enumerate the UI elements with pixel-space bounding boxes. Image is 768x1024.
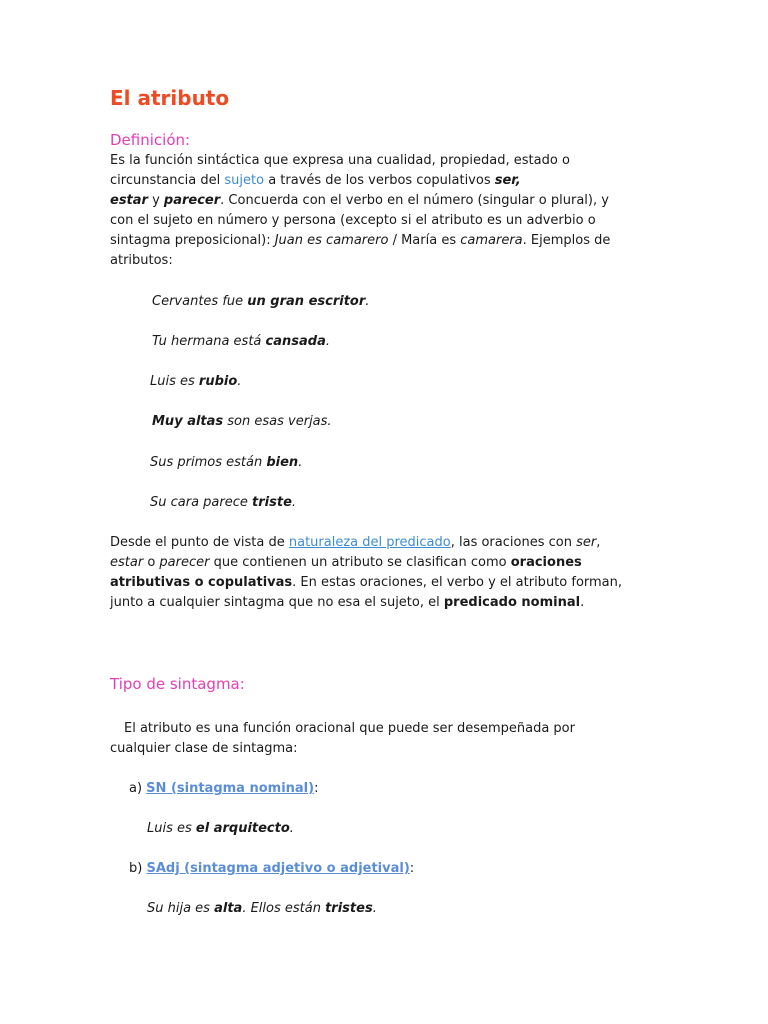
- page-title: El atributo: [110, 86, 230, 110]
- definition-line-2: [110, 171, 610, 191]
- paragraph-line: [110, 573, 622, 593]
- definition-paragraph: [110, 151, 610, 271]
- text: .: [372, 901, 377, 916]
- text: .: [325, 334, 330, 349]
- example-item: [147, 819, 294, 839]
- ser-word: ser,: [494, 173, 521, 188]
- text: Desde el punto de vista de: [110, 535, 289, 550]
- text: . Concuerda con el verbo en el número (singular o plural), y: [220, 193, 609, 208]
- paragraph-line: [110, 593, 622, 613]
- predicate-paragraph: [110, 533, 622, 613]
- attribute-text: bien: [266, 455, 299, 470]
- attribute-text: tristes: [325, 901, 373, 916]
- tipo-intro-line-2: cualquier clase de sintagma:: [110, 741, 298, 756]
- sujeto-link[interactable]: sujeto: [224, 173, 265, 188]
- example-inline: camarera: [460, 233, 523, 248]
- text: / María es: [388, 233, 461, 248]
- example-item: [150, 493, 296, 513]
- text: y: [147, 193, 164, 208]
- attribute-text: Muy altas: [152, 414, 224, 429]
- example-inline: Juan es: [274, 233, 327, 248]
- text: .: [365, 294, 370, 309]
- text: ,: [596, 535, 601, 550]
- text: son esas verjas.: [223, 414, 332, 429]
- example-inline: camarero: [326, 233, 389, 248]
- text: . En estas oraciones, el verbo y el atributo forman,: [292, 575, 623, 590]
- attribute-text: alta: [214, 901, 243, 916]
- paragraph-line: [110, 553, 622, 573]
- example-item: [150, 372, 241, 392]
- list-marker: a): [129, 781, 147, 796]
- text: Su hija es: [147, 901, 215, 916]
- text: .: [289, 821, 294, 836]
- list-marker: b): [129, 861, 147, 876]
- text: :: [409, 861, 415, 876]
- bold-term: oraciones: [510, 555, 582, 570]
- text: . Ejemplos de: [522, 233, 611, 248]
- example-item: [152, 292, 369, 312]
- parecer-word: parecer: [163, 193, 221, 208]
- text: que contienen un atributo se clasifican como: [209, 555, 511, 570]
- example-item: [150, 453, 302, 473]
- attribute-text: triste: [252, 495, 292, 510]
- naturaleza-predicado-link[interactable]: naturaleza del predicado: [288, 535, 451, 550]
- text: . Ellos están: [242, 901, 326, 916]
- sn-link[interactable]: SN (sintagma nominal): [146, 781, 315, 796]
- tipo-sintagma-heading: Tipo de sintagma:: [110, 675, 245, 693]
- definition-line-5: [110, 231, 610, 251]
- parecer-word: parecer: [159, 555, 210, 570]
- text: Luis es: [150, 374, 199, 389]
- list-item-b: [129, 859, 414, 879]
- text: sintagma preposicional):: [110, 233, 275, 248]
- text: a través de los verbos copulativos: [264, 173, 495, 188]
- paragraph-line: [110, 533, 622, 553]
- ser-word: ser: [576, 535, 597, 550]
- definition-line-6: atributos:: [110, 253, 173, 268]
- example-item: [152, 412, 332, 432]
- text: Tu hermana está: [152, 334, 266, 349]
- text: Su cara parece: [150, 495, 253, 510]
- text: .: [580, 595, 585, 610]
- bold-term: predicado nominal: [443, 595, 581, 610]
- text: Luis es: [147, 821, 196, 836]
- text: Cervantes fue: [152, 294, 248, 309]
- attribute-text: rubio: [198, 374, 238, 389]
- attribute-text: un gran escritor: [247, 294, 366, 309]
- tipo-intro-line-1: El atributo es una función oracional que puede ser desempeñada por: [124, 721, 575, 736]
- text: .: [291, 495, 297, 510]
- definition-line-1: Es la función sintáctica que expresa una cualidad, propiedad, estado o: [110, 153, 570, 168]
- estar-word: estar: [110, 193, 148, 208]
- attribute-text: cansada: [265, 334, 326, 349]
- text: .: [298, 455, 303, 470]
- text: :: [314, 781, 319, 796]
- definition-heading: Definición:: [110, 131, 191, 149]
- text: o: [143, 555, 160, 570]
- attribute-text: el arquitecto: [195, 821, 290, 836]
- text: junto a cualquier sintagma que no esa el sujeto, el: [110, 595, 444, 610]
- text: Sus primos están: [150, 455, 267, 470]
- example-item: [147, 899, 377, 919]
- definition-line-4: con el sujeto en número y persona (excepto si el atributo es un adverbio o: [110, 213, 596, 228]
- list-item-a: [129, 779, 318, 799]
- definition-line-3: [110, 191, 610, 211]
- sadj-link[interactable]: SAdj (sintagma adjetivo o adjetival): [146, 861, 410, 876]
- text: circunstancia del: [110, 173, 225, 188]
- text: , las oraciones con: [450, 535, 577, 550]
- bold-term: atributivas o copulativas: [110, 575, 293, 590]
- example-item: [152, 332, 330, 352]
- estar-word: estar: [110, 555, 144, 570]
- text: .: [237, 374, 242, 389]
